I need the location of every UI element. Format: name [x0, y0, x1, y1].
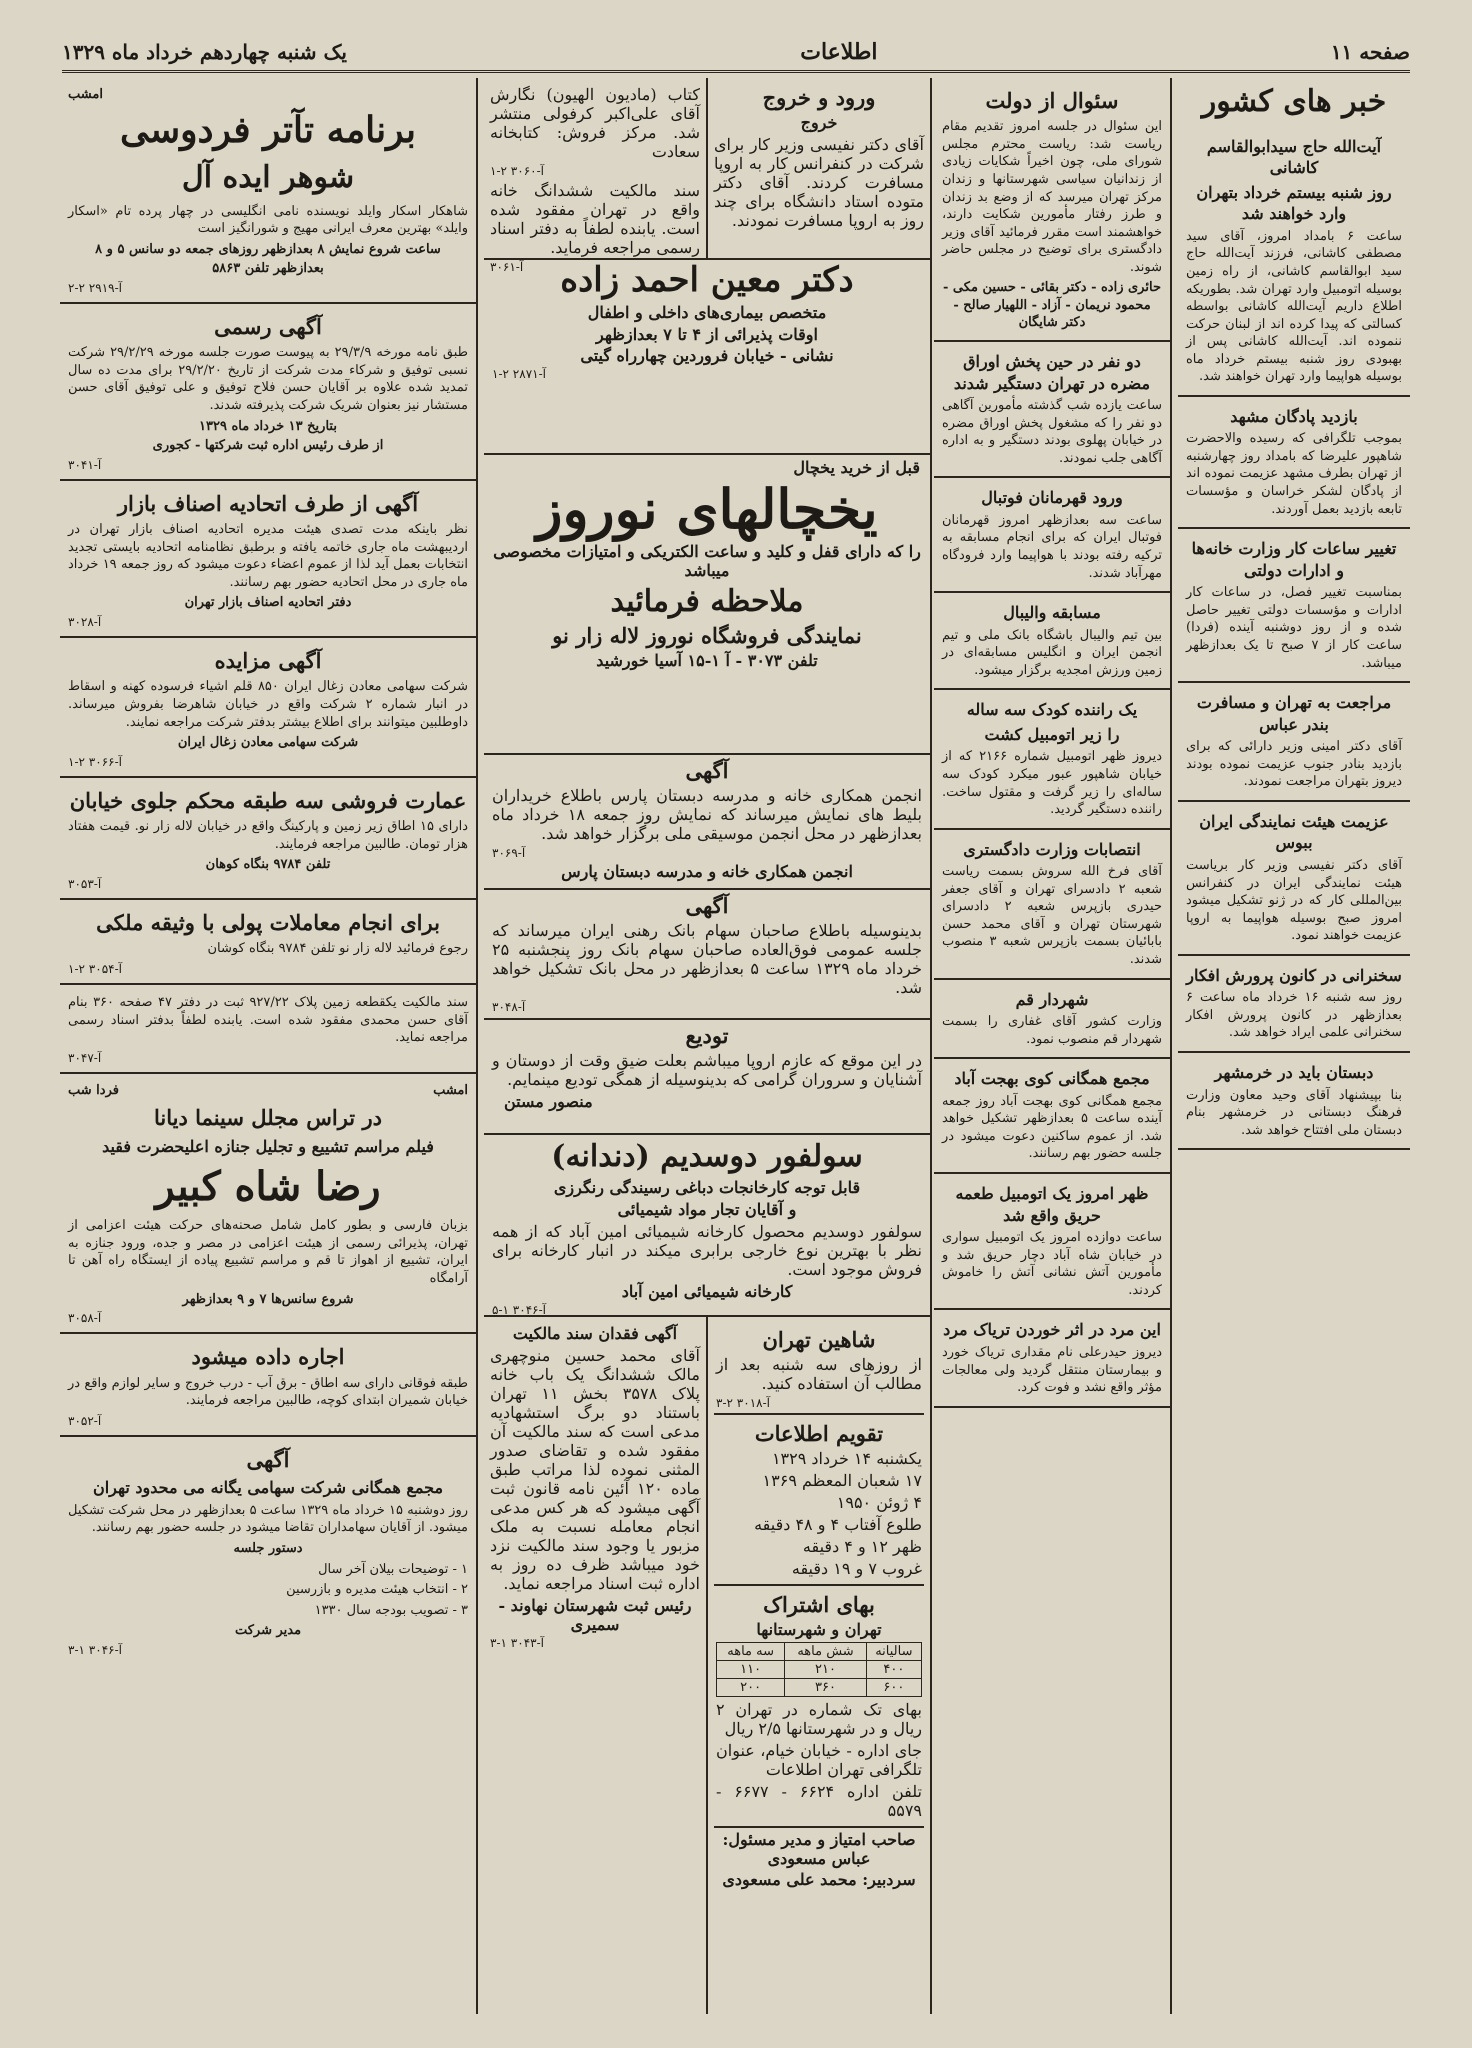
section-title: خبر های کشور — [1201, 84, 1387, 119]
article-mashhad — [1178, 397, 1410, 529]
ad-body: دارای ۱۵ اطاق زیر زمین و پارکینگ واقع در خیابان لاله زار نو. قیمت هفتاد هزار تومان. طالبین مراجعه فرمایند. — [68, 819, 468, 852]
article-body: بین تیم والیبال باشگاه بانک ملی و تیم انجمن ایران و انگلیس مسابقه‌ای در زمین ورزش امجدیه برگزار میشود. — [942, 627, 1162, 678]
building-sale-ad — [60, 778, 476, 900]
doctor-ad — [484, 258, 932, 455]
article-school — [1178, 1053, 1410, 1150]
notice-title: آگهی مزایده — [214, 648, 322, 674]
calendar-date-3: ۴ ژوئن ۱۹۵۰ — [836, 1493, 922, 1512]
article-headline: بازدید پادگان مشهد — [1230, 406, 1358, 426]
publisher: صاحب امتیاز و مدیر مسئول: عباس مسعودی — [722, 1830, 916, 1868]
cinema-tag: فردا شب — [68, 1082, 119, 1098]
ad-title: آگهی — [246, 1446, 290, 1472]
ad-title: برای انجام معاملات پولی با وثیقه ملکی — [96, 909, 440, 935]
article-headline: سخنرانی در کانون پرورش افکار — [1186, 965, 1402, 985]
article-body: مجمع همگانی کوی بهجت آباد روز جمعه آینده ساعت ۵ بعدازظهر تشکیل خواهد شد. از عموم ساکنین دعوت میشود در جلسه حضور بهم رسانند. — [942, 1093, 1163, 1162]
notice-sign: انجمن همکاری خانه و مدرسه دبستان پارس — [561, 862, 853, 881]
notice-bank — [484, 888, 932, 1020]
notice-title: آگهی — [685, 758, 729, 783]
notice-farewell — [484, 1018, 932, 1135]
fridge-cta: ملاحظه فرمائید — [610, 584, 804, 620]
article-headline: انتصابات وزارت دادگستری — [963, 839, 1141, 859]
ad-body: روز دوشنبه ۱۵ خرداد ماه ۱۳۲۹ ساعت ۵ بعدازظهر در محل شرکت تشکیل میشود. از آقایان سهامداران تقاضا میشود در جلسه حضور بهم رسانند. — [68, 1502, 469, 1536]
soda-sub2: و آقایان تجار مواد شیمیائی — [617, 1200, 797, 1219]
article-labor-hours — [1178, 529, 1410, 683]
calendar-sunset: غروب ۷ و ۱۹ دقیقه — [791, 1559, 922, 1578]
article-headline: این مرد در اثر خوردن تریاک مرد — [943, 1320, 1161, 1340]
fridge-agency: نمایندگی فروشگاه نوروز لاله زار نو — [552, 623, 862, 649]
article-headline: دو نفر در حین پخش اوراق مضره در تهران دستگیر شدند — [953, 351, 1151, 393]
soda-body: سولفور دوسدیم محصول کارخانه شیمیائی امین آباد که از همه نظر با بهترین نوع خارجی برابری میکند در انبار کارخانه برای فروش موجود است. — [492, 1222, 922, 1279]
article-mayor — [934, 980, 1170, 1060]
issue-date: یک شنبه چهاردهم خرداد ماه ۱۳۲۹ — [62, 40, 347, 64]
notice-title: آگهی فقدان سند مالکیت — [512, 1324, 678, 1343]
ad-ref: آ-۳۰۱۸ ۲-۳ — [716, 1396, 770, 1410]
fridge-phone: تلفن ۳۰۷۳ - آ ۱-۱۵ آسیا خورشید — [596, 651, 818, 671]
article-headline: آیت‌الله حاج سیدابوالقاسم کاشانی — [1206, 136, 1382, 178]
top-middle-block — [484, 78, 932, 274]
article-body: بنا بپیشنهاد آقای وحید معاون وزارت فرهنگ دبستانی در خرمشهر بنام دبستان ملی افتتاح خواهد شد. — [1186, 1087, 1402, 1138]
article-signers: حائری زاده - دکتر بقائی - حسین مکی - محمود نریمان - آزاد - اللهیار صالح - دکتر شایگان — [943, 280, 1161, 331]
lower-middle-block — [484, 1315, 932, 2014]
hawks-body: از روزهای سه شنبه بعد از مطالب آن استفاده کنید. — [716, 1355, 922, 1393]
ad-ref: آ-۳۰۶۶ ۲-۱ — [68, 754, 122, 769]
article-headline: مسابقه والیبال — [1003, 603, 1101, 623]
article-delegation — [1178, 802, 1410, 956]
ad-ref: آ-۲۸۷۱ ۲-۱ — [492, 367, 546, 381]
ad-title: عمارت فروشی سه طبقه محکم جلوی خیابان — [69, 787, 467, 813]
fridge-pre: قبل از خرید یخچال — [793, 458, 920, 477]
subscription-table — [716, 1642, 922, 1697]
ad-ref: آ-۳۰۴۷ — [68, 1050, 102, 1065]
ad-ref: آ-۳۰۴۱ — [68, 457, 102, 472]
office-address: جای اداره - خیابان خیام، عنوان تلگرافی تهران اطلاعات — [716, 1741, 922, 1779]
ad-ref: آ-۳۰۶۰ ۲-۱ — [490, 164, 544, 178]
article-headline: تغییر ساعات کار وزارت خانه‌ها و ادارات دولتی — [1191, 539, 1397, 580]
calendar-title: تقویم اطلاعات — [754, 1421, 884, 1446]
article-headline: مراجعت به تهران و مسافرت بندر عباس — [1196, 693, 1392, 734]
play-desc: شاهکار اسکار وایلد نویسنده نامی انگلیسی در چهار پرده تام «اسکار وایلد» بهترین معرف ایرانی مهیج و شورانگیز است — [68, 203, 468, 237]
article-volleyball — [934, 593, 1170, 690]
calendar-date-1: یکشنبه ۱۴ خرداد ۱۳۲۹ — [771, 1449, 922, 1468]
article-body: آقای دکتر نفیسی وزیر کار بریاست هیئت نمایندگی ایران در کنفرانس بین‌المللی کار که در ژنو تشکیل میشود امروز صبح بوسیله هواپیما به اروپا عزیمت خواهند نمود. — [1186, 858, 1402, 944]
article-body: آقای دکتر نفیسی وزیر کار برای شرکت در کنفرانس کار به اروپا مسافرت کردند. آقای دکتر متوده استاد دانشگاه برای چند روز به اروپا مسافرت نمودند. — [714, 135, 924, 230]
article-speech — [1178, 956, 1410, 1053]
article-headline: سئوال از دولت — [985, 88, 1119, 113]
classified-small — [484, 78, 708, 274]
cinema-ad — [60, 1074, 476, 1334]
notice-body: نظر باینکه مدت تصدی هیئت مدیره اتحادیه اصناف بازار تهران در اردیبهشت ماه جاری خاتمه یافته و برطبق نظامنامه اتحادیه بایستی تجدید انتخابات بعمل آید لذا از عموم اعضاء دعوت میشود که روز جمعه ۱۹ خرداد ماه جاری در محل اتحادیه حضور بهم رسانند. — [68, 522, 469, 590]
hawks-title: شاهین تهران — [762, 1327, 876, 1352]
calendar-noon: ظهر ۱۲ و ۴ دقیقه — [802, 1537, 922, 1556]
office-phones: تلفن اداره ۶۶۲۴ - ۶۶۷۷ - ۵۵۷۹ — [716, 1782, 922, 1820]
fridge-brand: یخچالهای نوروز — [536, 477, 878, 541]
notice-title: تودیع — [685, 1023, 729, 1048]
table-cell: ۲۱۰ — [785, 1661, 866, 1679]
article-body: وزارت کشور آقای غفاری را بسمت شهردار قم منصوب نمود. — [942, 1014, 1162, 1047]
article-body: آقای فرخ الله سروش بسمت ریاست شعبه ۲ دادسرای تهران و آقای جعفر حیدری بازپرس شعبه ۲ دادسرای شهرستان تهران و آقای محمد حسن بابائیان بسمت بازپرس شعبه ۳ منصوب شدند. — [942, 864, 1162, 967]
ad-ref: آ-۳۰۴۶ ۱-۵ — [492, 1303, 546, 1317]
notice-body: طبق نامه مورخه ۲۹/۳/۹ به پیوست صورت جلسه مورخه ۲۹/۲/۲۹ شرکت نسبی توفیق و شرکاء مدت شرکت از تاریخ ۲۹/۲/۲۰ برای مدت ده سال تمدید شده علاوه بر آقایان حسن فلاح توفیق و علی توفیق آقای حسن مستشار نیز بعنوان شریک شرکت پذیرفته شدند. — [68, 345, 469, 413]
doctor-name: دکتر معین احمد زاده — [560, 260, 854, 300]
article-travel — [708, 78, 930, 258]
column-ads — [60, 78, 478, 2014]
subscription-title: بهای اشتراک — [763, 1592, 875, 1617]
ad-phone: تلفن ۹۷۸۴ بنگاه کوهان — [205, 857, 331, 873]
soda-title: سولفور دوسدیم (دندانه) — [551, 1139, 863, 1174]
article-headline: ظهر امروز یک اتومبیل طعمه حریق واقع شد — [955, 1184, 1149, 1225]
article-body: ساعت دوازده امروز یک اتومبیل سواری در خیابان شاه آباد دچار حریق شد و مأمورین آتش نشانی آتش را خاموش کردند. — [942, 1230, 1162, 1298]
article-body: ساعت یازده شب گذشته مأمورین آگاهی دو نفر را که مشغول پخش اوراق مضره در خیابان پهلوی بودند دستگیر و به اداره آگاهی جلب نمودند. — [942, 398, 1162, 466]
calendar-date-2: ۱۷ شعبان المعظم ۱۳۶۹ — [762, 1471, 922, 1490]
article-body: آقای دکتر امینی وزیر دارائی که برای بازدید بنادر جنوب عزیمت نموده بودند دیروز بتهران مراجعت نمودند. — [1186, 739, 1402, 790]
ad-ref: آ-۳۰۴۶ ۱-۳ — [68, 1642, 122, 1657]
article-headline: مجمع همگانی کوی بهجت آباد — [954, 1069, 1150, 1089]
ad-book: کتاب (مادیون الهیون) نگارش آقای علی‌اکبر کرفولی منتشر شد. مرکز فروش: کتابخانه سعادت — [490, 85, 700, 161]
table-cell: ۴۰۰ — [866, 1661, 921, 1679]
article-arrest — [934, 342, 1170, 478]
company-meeting-ad — [60, 1437, 476, 1664]
article-body: این سئوال در جلسه امروز تقدیم مقام ریاست شد: ریاست محترم مجلس شورای ملی، چون اخیراً شکایات زیادی از زندانیان سیاسی شهرستانها و زندان مرکز تهران میرسد که از وضع بد زندان و طرز رفتار مأمورین شکایت دارند، خواهشمند است مقرر فرمائید آقای وزیر دادگستری برای توضیح در مجلس حاضر شوند. — [942, 119, 1162, 275]
soda-ad — [484, 1133, 932, 1317]
ad-head: مجمع همگانی شرکت سهامی یگانه می محدود تهران — [92, 1478, 444, 1498]
notice-date: بتاریخ ۱۳ خرداد ماه ۱۳۲۹ — [199, 418, 337, 434]
notice-school — [484, 753, 932, 890]
table-header: شش ماهه — [785, 1643, 866, 1661]
doctor-specialty: متخصص بیماری‌های داخلی و اطفال — [587, 303, 827, 322]
doctor-address: نشانی - خیابان فروردین چهارراه گیتی — [580, 346, 834, 365]
article-bandar-abbas — [1178, 683, 1410, 802]
table-header: سالیانه — [866, 1643, 921, 1661]
notice-sign: رئیس ثبت شهرستان نهاوند - سمیری — [498, 1596, 692, 1634]
notice-sign: شرکت سهامی معادن زغال ایران — [177, 735, 359, 751]
soda-sign: کارخانه شیمیائی امین آباد — [621, 1282, 793, 1301]
ad-ref: آ-۳۰۴۸ — [492, 1000, 526, 1014]
table-cell: ۳۶۰ — [785, 1679, 866, 1697]
ad-ref: آ-۲۹۱۹ ۲-۲ — [68, 280, 122, 295]
hawks-box — [714, 1321, 924, 1415]
article-headline: شهردار قم — [1015, 989, 1089, 1009]
paper-name: اطلاعات — [800, 39, 878, 65]
article-football — [934, 478, 1170, 593]
chief-editor: سردبیر: محمد علی مسعودی — [722, 1870, 916, 1889]
notice-body: انجمن همکاری خانه و مدرسه دبستان پارس باطلاع خریداران بلیط های نمایش میرساند که نمایش روز جمعه ۱۸ خرداد ماه بعدازظهر در محل انجمن موسیقی ملی برگزار خواهد شد. — [492, 786, 922, 843]
ad-ref: آ-۳۰۵۳ — [68, 876, 102, 891]
ad-ref: آ-۳۰۶۹ — [492, 846, 526, 860]
article-assembly — [934, 1059, 1170, 1174]
article-headline: عزیمت هیئت نمایندگی ایران ببوس — [1199, 811, 1389, 853]
article-kashani — [1178, 127, 1410, 397]
article-body: دیروز حیدرعلی نام مقداری تریاک خورد و بیمارستان منتقل گردید ولی معالجات مؤثر واقع نشد و فوت کرد. — [942, 1344, 1162, 1396]
deed-notice — [60, 985, 476, 1074]
article-subheadline: را زیر اتومبیل کشت — [984, 724, 1120, 744]
fridge-features: را که دارای قفل و کلید و ساعت الکتریکی و امتیازات مخصوصی میباشد — [493, 542, 921, 581]
calendar-sunrise: طلوع آفتاب ۴ و ۴۸ دقیقه — [754, 1515, 922, 1534]
table-cell: ۲۰۰ — [717, 1679, 785, 1697]
column-info — [708, 1317, 930, 2014]
table-row — [717, 1661, 922, 1679]
ad-ref: آ-۳۰۲۸ — [68, 614, 102, 629]
table-row — [717, 1643, 922, 1661]
table-cell: ۶۰۰ — [866, 1679, 921, 1697]
article-justice — [934, 830, 1170, 980]
notice-title: آگهی — [685, 893, 729, 918]
article-subheadline: روز شنبه بیستم خرداد بتهران وارد خواهند شد — [1196, 182, 1392, 224]
notice-sign: از طرف رئیس اداره ثبت شرکتها - کجوری — [152, 438, 384, 454]
column-local-news — [934, 78, 1172, 2014]
notice-body: بدینوسیله باطلاع صاحبان سهام بانک رهنی ایران میرساند که جلسه عمومی فوق‌العاده صاحبان سهام بانک روز پنجشنبه ۲۵ خرداد ماه ۱۳۲۹ ساعت ۵ بعدازظهر در محل بانک تشکیل خواهد شد. — [492, 921, 922, 997]
ad-title: اجاره داده میشود — [191, 1344, 345, 1370]
subscription-price: بهای تک شماره در تهران ۲ ریال و در شهرستانها ۲/۵ ریال — [716, 1700, 922, 1738]
article-body: بموجب تلگرافی که رسیده والاحضرت شاهپور علیرضا که بامداد روز چهارشنبه از تهران بطرف مشهد عزیمت نموده اند از پادگان لشکر خراسان و مؤسسات تابعه بازدید بعمل آوردند. — [1186, 431, 1402, 517]
ad-ref: آ-۳۰۵۸ — [68, 1311, 102, 1326]
agenda-item: ۲ - انتخاب هیئت مدیره و بازرسین — [286, 1582, 468, 1598]
article-body: دیروز ظهر اتومبیل شماره ۲۱۶۶ که از خیابان شاهپور عبور میکرد کودک سه ساله‌ای را زیر گرفت و مقتول ساخت. راننده دستگیر گردید. — [942, 749, 1162, 818]
article-body: ساعت ۶ بامداد امروز، آقای سید مصطفی کاشانی، فرزند آیت‌الله حاج سید ابوالقاسم کاشانی، از راه زمین بوسیله اتومبیل وارد تهران شد. بطوریکه اطلاع داریم آیت‌الله کاشانی بواسطه کسالتی که پیدا کرده اند از لبنان حرکت ننموده اند. آیت‌الله کاشانی پس از بهبودی روز شنبه بیستم خرداد ماه بوسیله هواپیما وارد تهران خواهند شد. — [1186, 228, 1402, 385]
article-headline: دبستان باید در خرمشهر — [1214, 1063, 1374, 1083]
shah-name: رضا شاه کبیر — [155, 1163, 381, 1211]
play-phone: بعدازظهر تلفن ۵۸۶۳ — [212, 261, 324, 277]
ad-lost-deed: سند مالکیت ششدانگ خانه واقع در تهران مفقود شده است. یابنده لطفاً به دفتر اسناد رسمی مراجعه فرماید. — [490, 181, 700, 257]
soda-sub1: قابل توجه کارخانجات دباغی رسیندگی رنگرزی — [553, 1178, 861, 1197]
auction-notice — [60, 638, 476, 778]
subscription-sub: تهران و شهرستانها — [756, 1620, 882, 1639]
notice-body: در این موقع که عازم اروپا میباشم بعلت ضیق وقت از دوستان و آشنایان و سروران گرامی که بدینوسیله از همگی تودیع مینمایم. — [492, 1051, 922, 1089]
cinema-tag: امشب — [433, 1082, 468, 1098]
page-number: صفحه ۱۱ — [1330, 40, 1410, 64]
agenda-item: ۳ - تصویب بودجه سال ۱۳۳۰ — [314, 1602, 468, 1618]
theater-tag: امشب — [68, 87, 103, 102]
article-subheadline: خروج — [800, 113, 838, 132]
ad-ref: آ-۳۰۵۴ ۲-۱ — [68, 961, 122, 976]
official-notice — [60, 304, 476, 481]
theater-ad — [60, 78, 476, 304]
play-time: ساعت شروع نمایش ۸ بعدازظهر روزهای جمعه دو سانس ۵ و ۸ — [95, 241, 441, 257]
table-row — [717, 1679, 922, 1697]
notice-title: آگهی از طرف اتحادیه اصناف بازار — [117, 490, 419, 516]
cinema-time: شروع سانس‌ها ۷ و ۹ بعدازظهر — [182, 1291, 354, 1307]
article-body: ساعت سه بعدازظهر امروز قهرمانان فوتبال ایران که برای انجام مسابقه به ترکیه رفته بودند با هواپیما وارد فرودگاه مهرآباد شدند. — [942, 512, 1162, 581]
subscription-box — [714, 1586, 924, 1828]
ad-sign: مدیر شرکت — [234, 1623, 302, 1639]
agenda-title: دستور جلسه — [233, 1540, 303, 1556]
table-cell: ۱۱۰ — [717, 1661, 785, 1679]
doctor-hours: اوقات پذیرائی از ۴ تا ۷ بعدازظهر — [596, 325, 818, 344]
notice-title: آگهی رسمی — [214, 314, 322, 340]
notice-body: سند مالکیت یکقطعه زمین پلاک ۹۲۷/۲۲ ثبت در دفتر ۴۷ صفحه ۳۶۰ بنام آقای حسن محمدی مفقود شده است. یابنده لطفاً بدفتر اسناد رسمی مراجعه نماید. — [68, 995, 468, 1046]
table-header: سه ماهه — [717, 1643, 785, 1661]
ad-ref: آ-۳۰۶۱ — [490, 260, 524, 274]
bazaar-notice — [60, 481, 476, 638]
notice-sign: منصور مستن — [504, 1092, 593, 1111]
article-question — [934, 78, 1170, 342]
article-body: روز سه شنبه ۱۶ خرداد ماه ساعت ۶ بعدازظهر در کانون پرورش افکار سخنرانی علمی ایراد خواهد شد. — [1186, 990, 1402, 1041]
notice-sign: دفتر اتحادیه اصناف بازار تهران — [184, 595, 352, 611]
cinema-body: بزبان فارسی و بطور کامل شامل صحنه‌های حرکت هیئت اعزامی از تهران، پذیرائی رسمی از هیئت اعزامی در مصر و جده، ورود جنازه به ایران، تشییع از اهواز تا قم و مراسم تشییع پیاده از ایستگاه راه آهن تا آرامگاه — [68, 1218, 468, 1287]
article-body: بمناسبت تغییر فصل، در ساعات کار ادارات و مؤسسات دولتی تغییر حاصل شده و از روز دوشنبه آینده (فردا) ساعت کار از ۷ صبح تا یک بعدازظهر میباشد. — [1186, 585, 1402, 671]
article-headline: ورود قهرمانان فوتبال — [981, 488, 1123, 508]
article-headline: یک راننده کودک سه ساله — [966, 700, 1138, 720]
loans-ad — [60, 900, 476, 985]
ad-ref: آ-۳۰۴۳ ۱-۳ — [490, 1636, 544, 1650]
article-opium — [934, 1310, 1170, 1407]
fridge-ad — [484, 453, 932, 755]
notice-body: آقای محمد حسین منوچهری مالک ششدانگ یک باب خانه پلاک ۳۵۷۸ بخش ۱۱ تهران باستناد دو برگ استشهادیه مدعی است که سند مالکیت آن مفقود شده و تقاضای صدور المثنی نموده لذا مراتب طبق ماده ۱۲۰ آئین نامه قانون ثبت آگهی میشود که هر کس مدعی انجام معامله نسبت به ملک مزبور یا وجود سند مالکیت نزد خود میباشد ظرف ده روز به اداره ثبت اسناد مراجعه نماید. — [490, 1346, 700, 1593]
play-name: شوهر ایده آل — [181, 160, 355, 196]
column-national-news — [1178, 78, 1410, 2014]
ad-body: رجوع فرمائید لاله زار نو تلفن ۹۷۸۴ بنگاه کوشان — [207, 941, 468, 957]
calendar-box — [714, 1415, 924, 1586]
article-fire — [934, 1174, 1170, 1310]
article-headline: ورود و خروج — [762, 85, 876, 110]
article-accident — [934, 690, 1170, 829]
cinema-sub: فیلم مراسم تشییع و تجلیل جنازه اعلیحضرت فقید — [102, 1136, 434, 1156]
cinema-tags — [68, 1080, 468, 1102]
agenda-item: ۱ - توضیحات بیلان آخر سال — [318, 1561, 468, 1577]
page-header — [62, 34, 1410, 73]
theater-title: برنامه تآتر فردوسی — [119, 108, 417, 151]
rent-ad — [60, 1334, 476, 1437]
ad-body: طبقه فوقانی دارای سه اطاق - برق آب - درب خروج و سایر لوازم واقع در خیابان شمیران ابتدای کوچه، طالبین مراجعه فرمایند. — [68, 1375, 468, 1409]
lost-document-notice — [484, 1317, 708, 2014]
ad-ref: آ-۳۰۵۲ — [68, 1413, 102, 1428]
notice-body: شرکت سهامی معادن زغال ایران ۸۵۰ قلم اشیاء فرسوده کهنه و اسقاط در انبار شماره ۲ شرکت واقع در خیابان شاهرضا بفروش میرساند. داوطلبین میتوانند برای اطلاع بیشتر بدفتر شرکت مراجعه نمایند. — [68, 679, 468, 730]
cinema-title: در تراس مجلل سینما دیانا — [154, 1105, 382, 1131]
